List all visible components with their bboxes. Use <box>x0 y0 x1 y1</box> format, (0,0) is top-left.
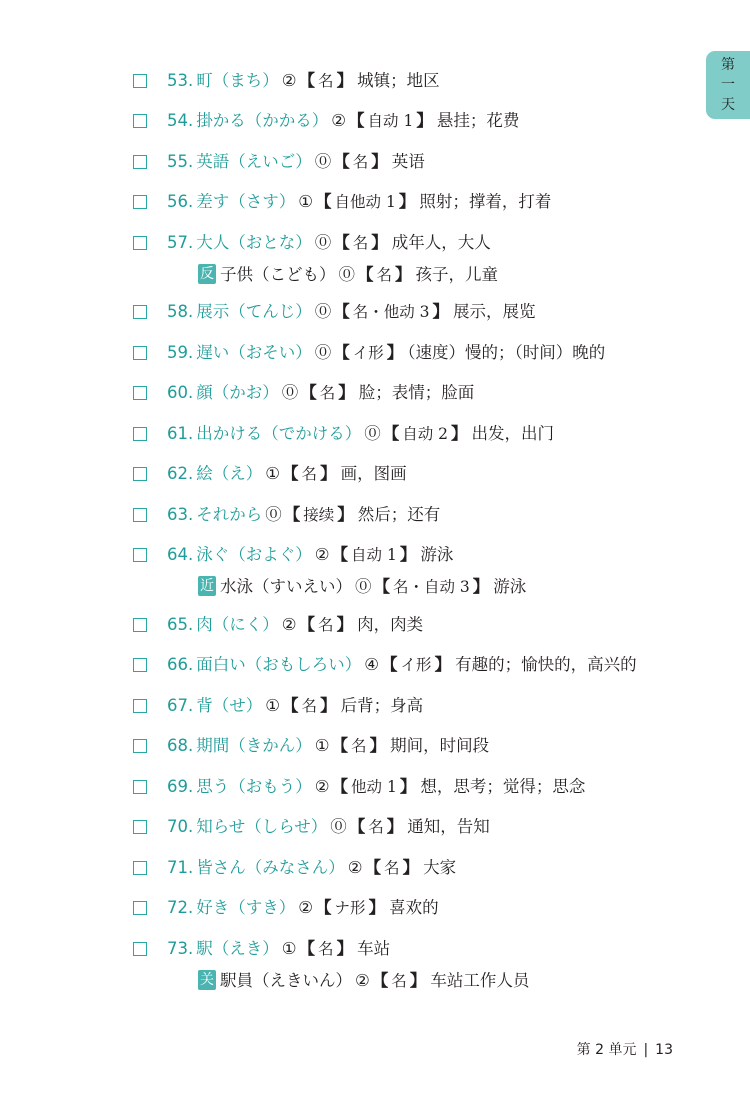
pos-text: ナ形 <box>334 899 366 917</box>
entry-number: 62. <box>167 464 194 483</box>
part-of-speech <box>315 192 415 211</box>
accent-mark: ⓪ <box>355 577 372 596</box>
entry-number: 57. <box>167 233 194 252</box>
unit-label: 第 2 单元 <box>576 1042 637 1058</box>
entry-reading: （みなさん） <box>245 858 345 877</box>
page-footer <box>577 1039 673 1059</box>
study-checkbox[interactable] <box>133 508 147 522</box>
part-of-speech <box>332 736 387 755</box>
study-checkbox[interactable] <box>133 548 147 562</box>
pos-bracket-close: 】 <box>472 577 490 596</box>
study-checkbox[interactable] <box>133 901 147 915</box>
entry-word: 水泳 <box>220 577 253 596</box>
pos-bracket-open: 【 <box>382 424 400 443</box>
study-checkbox[interactable] <box>133 942 147 956</box>
entry-number: 60. <box>167 383 194 402</box>
entry-meaning: 城镇；地区 <box>357 71 440 90</box>
entry-number: 72. <box>167 898 194 917</box>
entry-meaning: 画，图画 <box>340 464 407 483</box>
accent-mark: ⓪ <box>338 265 355 284</box>
pos-bracket-close: 】 <box>320 696 337 715</box>
pos-bracket-open: 【 <box>315 192 332 211</box>
entry-reading: （かかる） <box>245 111 329 130</box>
pos-bracket-close: 】 <box>337 505 354 524</box>
pos-bracket-open: 【 <box>364 858 382 877</box>
pos-text: 他动 1 <box>351 778 397 796</box>
pos-bracket-close: 】 <box>336 71 354 90</box>
entry-meaning: 照射；撑着，打着 <box>419 192 552 211</box>
entry-reading: （でかける） <box>262 424 362 443</box>
pos-text: 名 <box>368 818 384 836</box>
entry-meaning: 想，思考；觉得；思念 <box>420 777 586 796</box>
pos-text: 名 <box>318 940 334 958</box>
entry-meaning: （速度）慢的；（时间）晚的 <box>407 343 606 362</box>
entry-number: 61. <box>167 424 194 443</box>
accent-mark: ⓪ <box>265 505 282 524</box>
pos-bracket-close: 】 <box>386 817 404 836</box>
pos-bracket-open: 【 <box>298 939 316 958</box>
pos-bracket-open: 【 <box>373 577 390 596</box>
entry-reading: （せ） <box>212 696 263 715</box>
entry-main-line <box>167 612 423 638</box>
part-of-speech <box>299 615 354 634</box>
pos-bracket-close: 】 <box>432 302 450 321</box>
pos-bracket-open: 【 <box>331 545 349 564</box>
entry-word: 好き <box>196 898 230 917</box>
part-of-speech <box>333 302 449 321</box>
pos-bracket-close: 】 <box>434 655 452 674</box>
pos-text: 名・他动 3 <box>352 303 430 321</box>
entry-number: 56. <box>167 192 194 211</box>
pos-bracket-open: 【 <box>348 817 366 836</box>
part-of-speech <box>372 971 427 990</box>
entry-word: 期間 <box>196 736 230 755</box>
entry-main-line <box>167 149 425 175</box>
study-checkbox[interactable] <box>133 74 147 88</box>
entry-word: 駅 <box>196 939 213 958</box>
pos-text: 名 <box>318 616 334 634</box>
entry-reading: （おそい） <box>229 343 312 362</box>
entry-meaning: 出发，出门 <box>471 424 555 443</box>
part-of-speech <box>299 939 354 958</box>
entry-number: 70. <box>167 817 194 836</box>
study-checkbox[interactable] <box>133 114 147 128</box>
entry-main-line <box>167 340 605 366</box>
entry-main-line <box>167 693 423 719</box>
accent-mark: ② <box>298 898 314 917</box>
entry-number: 54. <box>167 111 194 130</box>
accent-mark: ② <box>314 777 330 796</box>
entry-reading: （さす） <box>229 192 296 211</box>
entry-main-line <box>167 108 519 134</box>
pos-bracket-open: 【 <box>333 343 350 362</box>
entry-reading: （おとな） <box>229 233 312 252</box>
entry-reading: （えいご） <box>229 152 312 171</box>
entry-meaning: 大家 <box>423 858 457 877</box>
relation-badge: 关 <box>200 972 214 988</box>
entry-word: 差す <box>196 192 230 211</box>
study-checkbox[interactable] <box>133 780 147 794</box>
part-of-speech <box>332 545 417 564</box>
pos-bracket-open: 【 <box>357 265 374 284</box>
entry-meaning: 悬挂；花费 <box>436 111 520 130</box>
pos-bracket-open: 【 <box>333 152 350 171</box>
entry-word: 大人 <box>196 233 230 252</box>
entry-number: 68. <box>167 736 194 755</box>
chapter-tab-char: 天 <box>721 97 735 113</box>
related-word-line <box>198 574 526 600</box>
pos-bracket-close: 】 <box>371 233 388 252</box>
entry-main-line <box>167 68 440 94</box>
accent-mark: ② <box>314 545 330 564</box>
accent-mark: ② <box>355 971 370 990</box>
entry-meaning: 车站 <box>357 939 391 958</box>
entry-reading: （おもう） <box>229 777 312 796</box>
entry-number: 67. <box>167 696 194 715</box>
pos-text: 名 <box>352 153 369 171</box>
entry-reading: （おもしろい） <box>245 655 362 674</box>
entry-main-line <box>167 774 585 800</box>
entry-number: 58. <box>167 302 194 321</box>
pos-text: 接续 <box>303 506 335 524</box>
entry-main-line <box>167 652 637 678</box>
entry-word: 掛かる <box>196 111 246 130</box>
entry-main-line <box>167 299 536 325</box>
part-of-speech <box>282 464 337 483</box>
entry-number: 73. <box>167 939 194 958</box>
accent-mark: ① <box>265 696 281 715</box>
part-of-speech <box>284 505 354 524</box>
entry-number: 71. <box>167 858 194 877</box>
entry-meaning: 成年人，大人 <box>391 233 491 252</box>
accent-mark: ② <box>331 111 347 130</box>
entry-main-line <box>167 733 489 759</box>
accent-mark: ⓪ <box>314 233 332 252</box>
entry-meaning: 游泳 <box>420 545 454 564</box>
study-checkbox[interactable] <box>133 618 147 632</box>
part-of-speech <box>333 233 388 252</box>
entry-reading: （えきいん） <box>253 971 352 990</box>
pos-text: 名 <box>319 384 336 402</box>
accent-mark: ⓪ <box>314 343 332 362</box>
chapter-tab-char: 第 <box>721 57 735 73</box>
entry-meaning: 孩子，儿童 <box>415 265 499 284</box>
entry-word: それから <box>196 505 263 524</box>
pos-bracket-close: 】 <box>336 615 354 634</box>
entry-reading: （きかん） <box>229 736 312 755</box>
pos-bracket-open: 【 <box>300 383 317 402</box>
pos-text: 自动 2 <box>402 425 449 443</box>
pos-text: 名 <box>391 972 407 990</box>
entry-word: 皆さん <box>196 858 246 877</box>
pos-text: 名 <box>376 266 393 284</box>
entry-reading: （えき） <box>212 939 279 958</box>
entry-main-line <box>167 855 456 881</box>
entry-main-line <box>167 421 554 447</box>
pos-text: 自他动 1 <box>334 193 396 211</box>
pos-bracket-close: 】 <box>416 111 433 130</box>
entry-meaning: 通知，告知 <box>407 817 490 836</box>
entry-number: 69. <box>167 777 194 796</box>
accent-mark: ⓪ <box>314 152 332 171</box>
entry-reading: （およぐ） <box>229 545 312 564</box>
entry-word: 出かける <box>196 424 263 443</box>
pos-bracket-open: 【 <box>333 233 350 252</box>
study-checkbox[interactable] <box>133 658 147 672</box>
pos-text: イ形 <box>352 344 384 362</box>
entry-main-line <box>167 380 474 406</box>
part-of-speech <box>315 898 385 917</box>
pos-bracket-close: 】 <box>371 152 388 171</box>
pos-text: 名 <box>352 234 369 252</box>
entry-reading: （え） <box>212 464 263 483</box>
entry-word: 町 <box>196 71 213 90</box>
entry-main-line <box>167 461 407 487</box>
part-of-speech <box>365 858 420 877</box>
page-number: 13 <box>655 1042 673 1058</box>
pos-bracket-open: 【 <box>348 111 365 130</box>
entry-number: 63. <box>167 505 194 524</box>
entry-word: 面白い <box>196 655 246 674</box>
part-of-speech <box>374 577 490 596</box>
entry-word: 駅員 <box>220 971 253 990</box>
chapter-tab <box>706 51 750 119</box>
entry-word: 英語 <box>196 152 230 171</box>
pos-text: イ形 <box>400 656 432 674</box>
study-checkbox[interactable] <box>133 346 147 360</box>
entry-word: 絵 <box>196 464 213 483</box>
entry-meaning: 肉，肉类 <box>357 615 424 634</box>
part-of-speech <box>349 817 404 836</box>
accent-mark: ⓪ <box>314 302 332 321</box>
pos-text: 自动 1 <box>351 546 397 564</box>
pos-text: 名 <box>301 697 318 715</box>
entry-meaning: 脸；表情；脸面 <box>358 383 475 402</box>
entry-reading: （こども） <box>253 265 336 284</box>
pos-bracket-close: 】 <box>395 265 412 284</box>
study-checkbox[interactable] <box>133 427 147 441</box>
entry-reading: （しらせ） <box>245 817 328 836</box>
entry-number: 65. <box>167 615 194 634</box>
part-of-speech <box>333 343 403 362</box>
entry-reading: （まち） <box>212 71 279 90</box>
part-of-speech <box>383 424 468 443</box>
entry-meaning: 后背；身高 <box>340 696 424 715</box>
entry-meaning: 展示，展览 <box>453 302 536 321</box>
entry-main-line <box>167 895 439 921</box>
study-checkbox[interactable] <box>133 739 147 753</box>
pos-bracket-open: 【 <box>282 696 299 715</box>
study-checkbox[interactable] <box>133 861 147 875</box>
entry-word: 遅い <box>196 343 230 362</box>
accent-mark: ② <box>347 858 363 877</box>
entry-number: 64. <box>167 545 194 564</box>
study-checkbox[interactable] <box>133 236 147 250</box>
study-checkbox[interactable] <box>133 467 147 481</box>
accent-mark: ⓪ <box>330 817 347 836</box>
entry-number: 53. <box>167 71 194 90</box>
pos-bracket-open: 【 <box>371 971 389 990</box>
study-checkbox[interactable] <box>133 820 147 834</box>
related-word-line <box>198 262 498 288</box>
entry-main-line <box>167 936 390 962</box>
entry-word: 子供 <box>220 265 253 284</box>
entry-main-line <box>167 814 490 840</box>
entry-number: 66. <box>167 655 194 674</box>
pos-bracket-open: 【 <box>282 464 299 483</box>
chapter-tab-char: 一 <box>721 77 735 93</box>
pos-bracket-open: 【 <box>298 615 316 634</box>
accent-mark: ① <box>298 192 314 211</box>
accent-mark: ① <box>281 939 297 958</box>
accent-mark: ① <box>265 464 281 483</box>
pos-bracket-open: 【 <box>298 71 316 90</box>
part-of-speech <box>282 696 337 715</box>
entry-word: 思う <box>196 777 230 796</box>
pos-text: 名 <box>301 465 318 483</box>
entry-reading: （てんじ） <box>229 302 312 321</box>
entry-meaning: 有趣的；愉快的，高兴的 <box>455 655 637 674</box>
entry-word: 顔 <box>196 383 213 402</box>
entry-reading: （すいえい） <box>253 577 352 596</box>
pos-bracket-close: 】 <box>402 858 420 877</box>
accent-mark: ② <box>281 615 297 634</box>
part-of-speech <box>332 777 417 796</box>
part-of-speech <box>333 152 388 171</box>
pos-bracket-open: 【 <box>381 655 398 674</box>
study-checkbox[interactable] <box>133 195 147 209</box>
accent-mark: ⓪ <box>281 383 299 402</box>
entry-meaning: 然后；还有 <box>357 505 441 524</box>
pos-bracket-close: 】 <box>451 424 468 443</box>
pos-bracket-open: 【 <box>331 777 349 796</box>
entry-word: 肉 <box>196 615 213 634</box>
entry-reading: （すき） <box>229 898 296 917</box>
pos-bracket-close: 】 <box>409 971 427 990</box>
entry-reading: （かお） <box>212 383 279 402</box>
study-checkbox[interactable] <box>133 305 147 319</box>
pos-bracket-open: 【 <box>331 736 349 755</box>
relation-badge: 反 <box>200 266 214 282</box>
pos-bracket-close: 】 <box>336 939 354 958</box>
study-checkbox[interactable] <box>133 699 147 713</box>
pos-text: 名・自动 3 <box>393 578 470 596</box>
entry-main-line <box>167 542 453 568</box>
pos-text: 名 <box>384 859 400 877</box>
pos-bracket-close: 】 <box>398 192 416 211</box>
entry-number: 55. <box>167 152 194 171</box>
relation-badge: 近 <box>200 578 214 594</box>
part-of-speech <box>299 71 354 90</box>
pos-text: 名 <box>351 737 367 755</box>
part-of-speech <box>357 265 412 284</box>
part-of-speech <box>348 111 433 130</box>
entry-reading: （にく） <box>212 615 279 634</box>
entry-number: 59. <box>167 343 194 362</box>
pos-bracket-close: 】 <box>399 777 417 796</box>
pos-bracket-open: 【 <box>283 505 301 524</box>
accent-mark: ⓪ <box>364 424 381 443</box>
part-of-speech <box>300 383 355 402</box>
footer-separator: | <box>643 1042 649 1058</box>
entry-meaning: 英语 <box>391 152 425 171</box>
pos-bracket-close: 】 <box>369 736 387 755</box>
pos-bracket-close: 】 <box>338 383 355 402</box>
accent-mark: ② <box>281 71 297 90</box>
entry-meaning: 喜欢的 <box>389 898 439 917</box>
related-word-line <box>198 968 529 994</box>
entry-word: 展示 <box>196 302 230 321</box>
pos-text: 名 <box>318 72 334 90</box>
pos-bracket-open: 【 <box>333 302 350 321</box>
pos-bracket-close: 】 <box>320 464 337 483</box>
accent-mark: ④ <box>364 655 380 674</box>
pos-bracket-close: 】 <box>399 545 417 564</box>
pos-bracket-open: 【 <box>315 898 332 917</box>
entry-main-line <box>167 189 551 215</box>
entry-meaning: 车站工作人员 <box>430 971 530 990</box>
part-of-speech <box>381 655 451 674</box>
study-checkbox[interactable] <box>133 155 147 169</box>
entry-main-line <box>167 502 440 528</box>
entry-main-line <box>167 230 491 256</box>
pos-text: 自动 1 <box>367 112 414 130</box>
entry-meaning: 游泳 <box>493 577 527 596</box>
pos-bracket-close: 】 <box>368 898 386 917</box>
study-checkbox[interactable] <box>133 386 147 400</box>
accent-mark: ① <box>314 736 330 755</box>
entry-word: 背 <box>196 696 213 715</box>
pos-bracket-close: 】 <box>386 343 404 362</box>
entry-meaning: 期间，时间段 <box>390 736 490 755</box>
entry-word: 泳ぐ <box>196 545 230 564</box>
entry-word: 知らせ <box>196 817 246 836</box>
